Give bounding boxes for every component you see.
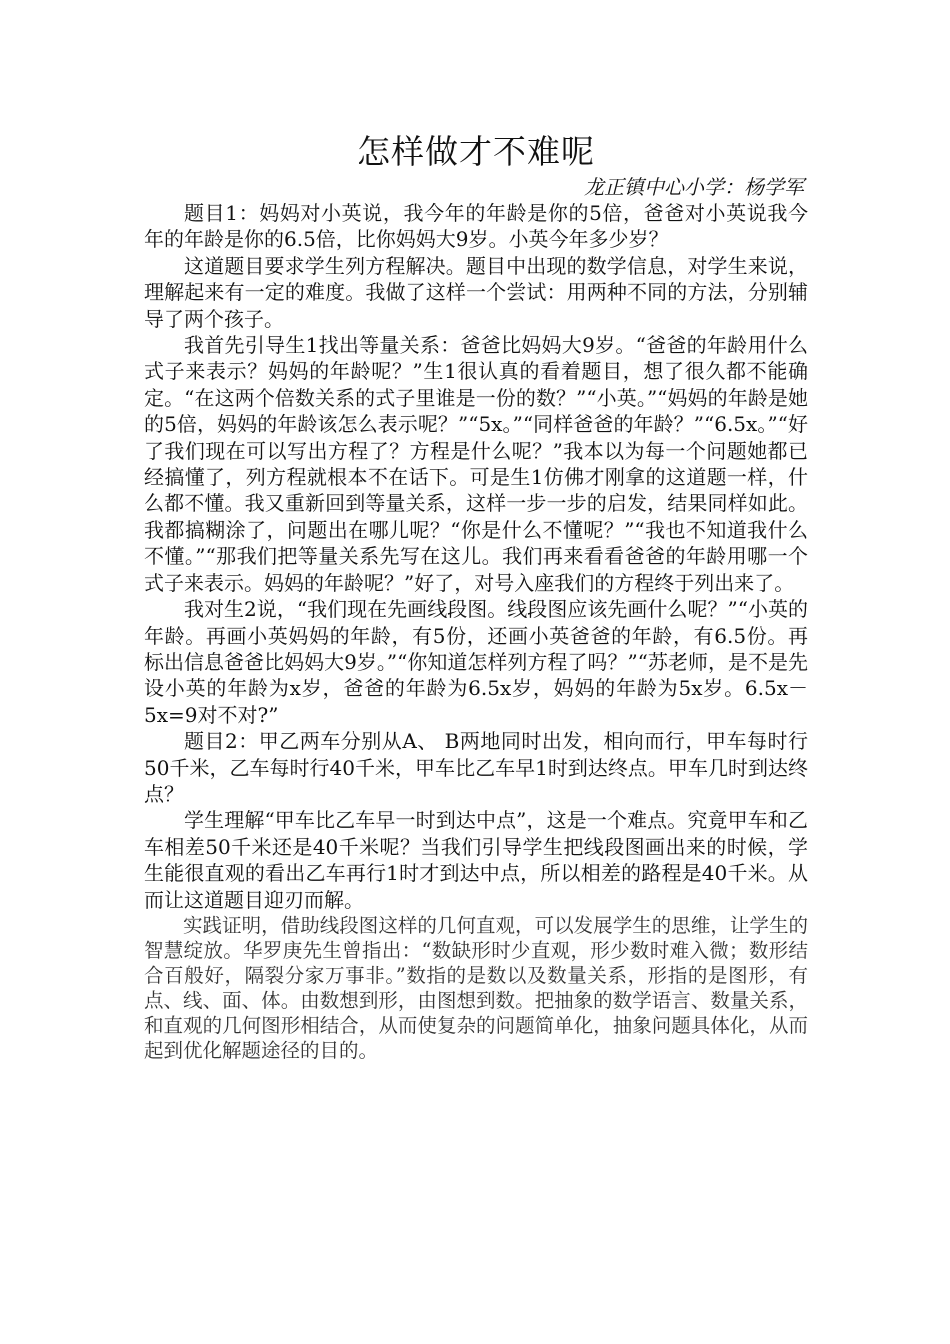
paragraph-problem-1: 题目1：妈妈对小英说，我今年的年龄是你的5倍，爸爸对小英说我今年的年龄是你的6.5倍，比你妈妈大9岁。小英今年多少岁？ bbox=[144, 201, 808, 252]
paragraph-analysis: 学生理解“甲车比乙车早一时到达中点”，这是一个难点。究竟甲车和乙车相差50千米还是40千米呢？当我们引导学生把线段图画出来的时候，学生能很直观的看出乙车再行1时才到达中点，所以相差的路程是40千米。从而让这道题目迎刃而解。 bbox=[144, 808, 808, 912]
paragraph-problem-2: 题目2：甲乙两车分别从A、 B两地同时出发，相向而行，甲车每时行50千米，乙车每时行40千米，甲车比乙车早1时到达终点。甲车几时到达终点？ bbox=[144, 729, 808, 806]
paragraph-conclusion: 实践证明，借助线段图这样的几何直观，可以发展学生的思维，让学生的智慧绽放。华罗庚先生曾指出：“数缺形时少直观，形少数时难入微；数形结合百般好，隔裂分家万事非。”数指的是数以及数量关系，形指的是图形，有点、线、面、体。由数想到形，由图想到数。把抽象的数学语言、数量关系，和直观的几何图形相结合，从而使复杂的问题简单化，抽象问题具体化，从而起到优化解题途径的目的。 bbox=[144, 913, 808, 1062]
document-page bbox=[144, 130, 808, 1063]
paragraph-student-2: 我对生2说，“我们现在先画线段图。线段图应该先画什么呢？”“小英的年龄。再画小英妈妈的年龄，有5份，还画小英爸爸的年龄，有6.5份。再标出信息爸爸比妈妈大9岁。”“你知道怎样列方程了吗？”“苏老师，是不是先设小英的年龄为x岁，爸爸的年龄为6.5x岁，妈妈的年龄为5x岁。6.5x－5x=9对不对?” bbox=[144, 597, 808, 727]
paragraph-intro: 这道题目要求学生列方程解决。题目中出现的数学信息，对学生来说，理解起来有一定的难度。我做了这样一个尝试：用两种不同的方法，分别辅导了两个孩子。 bbox=[144, 253, 808, 331]
paragraph-student-1: 我首先引导生1找出等量关系：爸爸比妈妈大9岁。“爸爸的年龄用什么式子来表示？妈妈的年龄呢？”生1很认真的看着题目，想了很久都不能确定。“在这两个倍数关系的式子里谁是一份的数？”“小英。”“妈妈的年龄是她的5倍，妈妈的年龄该怎么表示呢？”“5x。”“同样爸爸的年龄？”“6.5x。”“好了我们现在可以写出方程了？方程是什么呢？”我本以为每一个问题她都已经搞懂了，列方程就根本不在话下。可是生1仿佛才刚拿的这道题一样，什么都不懂。我又重新回到等量关系，这样一步一步的启发，结果同样如此。我都搞糊涂了，问题出在哪儿呢？“你是什么不懂呢？”“我也不知道我什么不懂。”“那我们把等量关系先写在这儿。我们再来看看爸爸的年龄用哪一个式子来表示。妈妈的年龄呢？”好了，对号入座我们的方程终于列出来了。 bbox=[144, 333, 808, 595]
document-title: 怎样做才不难呢 bbox=[357, 132, 595, 171]
document-author: 龙正镇中心小学：杨学军 bbox=[584, 175, 804, 199]
